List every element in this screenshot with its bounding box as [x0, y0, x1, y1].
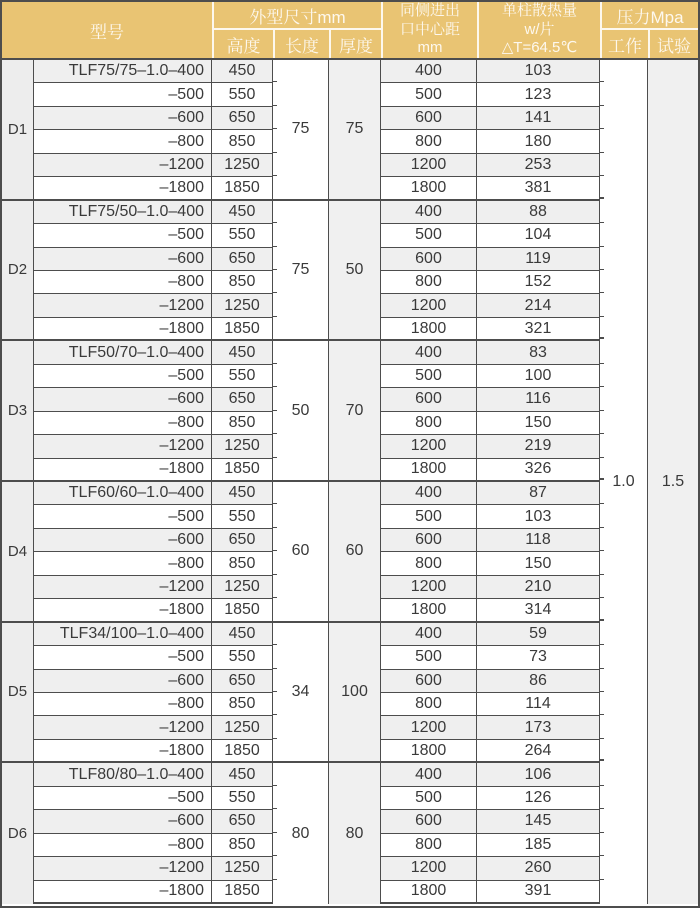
- height-cell: 450: [212, 201, 273, 224]
- height-cell: 1250: [212, 716, 273, 739]
- model-cell: –600: [34, 670, 212, 693]
- thickness-cell: 100: [329, 623, 381, 764]
- height-cell: 850: [212, 693, 273, 716]
- center-distance-cell: 1200: [381, 294, 477, 317]
- center-distance-header-line3: mm: [417, 39, 443, 57]
- heat-output-cell: 253: [477, 154, 600, 177]
- height-cell: 550: [212, 224, 273, 247]
- height-cell: 1850: [212, 740, 273, 763]
- working-pressure-value: 1.0: [600, 60, 648, 904]
- heat-output-cell: 152: [477, 271, 600, 294]
- model-cell: –600: [34, 107, 212, 130]
- center-distance-cell: 500: [381, 224, 477, 247]
- height-cell: 1250: [212, 435, 273, 458]
- center-distance-cell: 500: [381, 505, 477, 528]
- center-distance-cell: 1200: [381, 435, 477, 458]
- heat-output-cell: 150: [477, 412, 600, 435]
- heat-output-cell: 210: [477, 576, 600, 599]
- height-cell: 1250: [212, 154, 273, 177]
- center-distance-cell: 800: [381, 130, 477, 153]
- heat-output-cell: 83: [477, 341, 600, 364]
- model-cell: –600: [34, 388, 212, 411]
- heat-output-cell: 264: [477, 740, 600, 763]
- heat-output-cell: 145: [477, 810, 600, 833]
- center-distance-cell: 400: [381, 201, 477, 224]
- center-distance-cell: 800: [381, 552, 477, 575]
- heat-output-cell: 59: [477, 623, 600, 646]
- length-cell: 34: [273, 623, 329, 764]
- center-distance-cell: 400: [381, 341, 477, 364]
- model-cell: –1800: [34, 740, 212, 763]
- heat-output-cell: 391: [477, 881, 600, 904]
- thickness-cell: 80: [329, 763, 381, 904]
- height-cell: 650: [212, 810, 273, 833]
- center-distance-cell: 500: [381, 787, 477, 810]
- row-group-label: D3: [2, 341, 34, 482]
- length-cell: 60: [273, 482, 329, 623]
- center-distance-cell: 600: [381, 248, 477, 271]
- height-cell: 1850: [212, 881, 273, 904]
- model-cell: –1200: [34, 294, 212, 317]
- height-cell: 450: [212, 341, 273, 364]
- height-cell: 550: [212, 787, 273, 810]
- center-distance-cell: 500: [381, 646, 477, 669]
- model-cell: –1200: [34, 435, 212, 458]
- heat-output-cell: 100: [477, 365, 600, 388]
- height-cell: 850: [212, 271, 273, 294]
- heat-output-cell: 116: [477, 388, 600, 411]
- model-cell: TLF50/70–1.0–400: [34, 341, 212, 364]
- heat-output-cell: 119: [477, 248, 600, 271]
- model-cell: –1200: [34, 857, 212, 880]
- height-cell: 650: [212, 529, 273, 552]
- center-distance-cell: 500: [381, 365, 477, 388]
- model-cell: –1200: [34, 154, 212, 177]
- heat-output-cell: 103: [477, 505, 600, 528]
- heat-output-cell: 73: [477, 646, 600, 669]
- center-distance-cell: 1800: [381, 318, 477, 341]
- row-group-label: D2: [2, 201, 34, 342]
- center-distance-cell: 800: [381, 834, 477, 857]
- heat-output-cell: 141: [477, 107, 600, 130]
- center-distance-cell: 800: [381, 412, 477, 435]
- model-cell: –500: [34, 787, 212, 810]
- height-cell: 550: [212, 365, 273, 388]
- heat-output-cell: 114: [477, 693, 600, 716]
- height-cell: 1850: [212, 177, 273, 200]
- center-distance-cell: 800: [381, 271, 477, 294]
- height-cell: 850: [212, 552, 273, 575]
- heat-output-cell: 123: [477, 83, 600, 106]
- row-group-label: D4: [2, 482, 34, 623]
- heat-output-cell: 185: [477, 834, 600, 857]
- height-cell: 850: [212, 412, 273, 435]
- heat-output-cell: 104: [477, 224, 600, 247]
- model-cell: TLF75/75–1.0–400: [34, 60, 212, 83]
- center-distance-header: [381, 2, 477, 58]
- test-pressure-header: 试验: [648, 30, 698, 58]
- height-cell: 550: [212, 83, 273, 106]
- heat-output-cell: 321: [477, 318, 600, 341]
- center-distance-header-line1: 同侧进出: [399, 2, 460, 20]
- height-header: 高度: [212, 30, 273, 58]
- row-group-label: D1: [2, 60, 34, 201]
- model-cell: TLF60/60–1.0–400: [34, 482, 212, 505]
- center-distance-cell: 600: [381, 529, 477, 552]
- center-distance-cell: 1200: [381, 154, 477, 177]
- thickness-cell: 75: [329, 60, 381, 201]
- model-cell: TLF80/80–1.0–400: [34, 763, 212, 786]
- heat-output-cell: 88: [477, 201, 600, 224]
- heat-output-header-line3: △T=64.5℃: [501, 39, 578, 57]
- model-cell: –800: [34, 412, 212, 435]
- heat-output-header: [477, 2, 600, 58]
- model-cell: –1800: [34, 318, 212, 341]
- heat-output-header-line1: 单柱散热量: [501, 2, 577, 20]
- height-cell: 1850: [212, 599, 273, 622]
- center-distance-cell: 1800: [381, 599, 477, 622]
- model-header: 型号: [90, 22, 124, 42]
- heat-output-cell: 381: [477, 177, 600, 200]
- height-cell: 450: [212, 60, 273, 83]
- height-cell: 850: [212, 834, 273, 857]
- center-distance-cell: 600: [381, 810, 477, 833]
- center-distance-cell: 400: [381, 763, 477, 786]
- center-distance-cell: 800: [381, 693, 477, 716]
- heat-output-cell: 126: [477, 787, 600, 810]
- center-distance-cell: 1800: [381, 177, 477, 200]
- working-pressure-header: 工作: [600, 30, 648, 58]
- height-cell: 450: [212, 763, 273, 786]
- center-distance-cell: 1800: [381, 459, 477, 482]
- center-distance-cell: 500: [381, 83, 477, 106]
- heat-output-cell: 150: [477, 552, 600, 575]
- center-distance-cell: 400: [381, 482, 477, 505]
- height-cell: 450: [212, 482, 273, 505]
- heat-output-cell: 173: [477, 716, 600, 739]
- length-cell: 75: [273, 201, 329, 342]
- height-cell: 650: [212, 107, 273, 130]
- heat-output-cell: 180: [477, 130, 600, 153]
- model-cell: –500: [34, 83, 212, 106]
- height-cell: 1250: [212, 576, 273, 599]
- model-cell: –600: [34, 248, 212, 271]
- height-cell: 450: [212, 623, 273, 646]
- model-cell: –1800: [34, 177, 212, 200]
- model-cell: TLF34/100–1.0–400: [34, 623, 212, 646]
- row-group-label: D5: [2, 623, 34, 764]
- center-distance-cell: 600: [381, 670, 477, 693]
- heat-output-cell: 118: [477, 529, 600, 552]
- height-cell: 650: [212, 670, 273, 693]
- center-distance-cell: 600: [381, 107, 477, 130]
- height-cell: 1850: [212, 318, 273, 341]
- heat-output-header-line2: w/片: [524, 20, 555, 38]
- model-cell: –800: [34, 552, 212, 575]
- model-cell: –1200: [34, 716, 212, 739]
- center-distance-cell: 1800: [381, 740, 477, 763]
- heat-output-cell: 326: [477, 459, 600, 482]
- model-cell: –500: [34, 505, 212, 528]
- length-header: 长度: [273, 30, 329, 58]
- thickness-cell: 70: [329, 341, 381, 482]
- model-cell: –600: [34, 810, 212, 833]
- center-distance-cell: 1200: [381, 716, 477, 739]
- model-cell: –1800: [34, 599, 212, 622]
- row-group-label: D6: [2, 763, 34, 904]
- model-cell: –500: [34, 224, 212, 247]
- height-cell: 1850: [212, 459, 273, 482]
- height-cell: 650: [212, 388, 273, 411]
- heat-output-cell: 219: [477, 435, 600, 458]
- thickness-header: 厚度: [329, 30, 381, 58]
- model-cell: –500: [34, 646, 212, 669]
- model-cell: –800: [34, 834, 212, 857]
- heat-output-cell: 87: [477, 482, 600, 505]
- model-cell: –800: [34, 693, 212, 716]
- center-distance-cell: 400: [381, 60, 477, 83]
- length-cell: 50: [273, 341, 329, 482]
- height-cell: 1250: [212, 857, 273, 880]
- table-body: [2, 60, 698, 904]
- model-cell: –500: [34, 365, 212, 388]
- model-cell: –600: [34, 529, 212, 552]
- height-cell: 550: [212, 646, 273, 669]
- center-distance-header-line2: 口中心距: [399, 20, 460, 38]
- heat-output-cell: 86: [477, 670, 600, 693]
- model-cell: –1200: [34, 576, 212, 599]
- table-header: [2, 2, 698, 60]
- center-distance-cell: 400: [381, 623, 477, 646]
- model-cell: –800: [34, 130, 212, 153]
- length-cell: 80: [273, 763, 329, 904]
- heat-output-cell: 314: [477, 599, 600, 622]
- model-cell: –1800: [34, 459, 212, 482]
- heat-output-cell: 214: [477, 294, 600, 317]
- height-cell: 850: [212, 130, 273, 153]
- length-cell: 75: [273, 60, 329, 201]
- model-cell: TLF75/50–1.0–400: [34, 201, 212, 224]
- model-cell: –800: [34, 271, 212, 294]
- thickness-cell: 60: [329, 482, 381, 623]
- height-cell: 650: [212, 248, 273, 271]
- center-distance-cell: 600: [381, 388, 477, 411]
- pressure-header: 压力Mpa: [600, 2, 698, 30]
- center-distance-cell: 1800: [381, 881, 477, 904]
- height-cell: 1250: [212, 294, 273, 317]
- heat-output-cell: 260: [477, 857, 600, 880]
- dimensions-header: 外型尺寸mm: [212, 2, 381, 30]
- heat-output-cell: 103: [477, 60, 600, 83]
- thickness-cell: 50: [329, 201, 381, 342]
- center-distance-cell: 1200: [381, 576, 477, 599]
- center-distance-cell: 1200: [381, 857, 477, 880]
- model-cell: –1800: [34, 881, 212, 904]
- test-pressure-value: 1.5: [648, 60, 698, 904]
- heat-output-cell: 106: [477, 763, 600, 786]
- height-cell: 550: [212, 505, 273, 528]
